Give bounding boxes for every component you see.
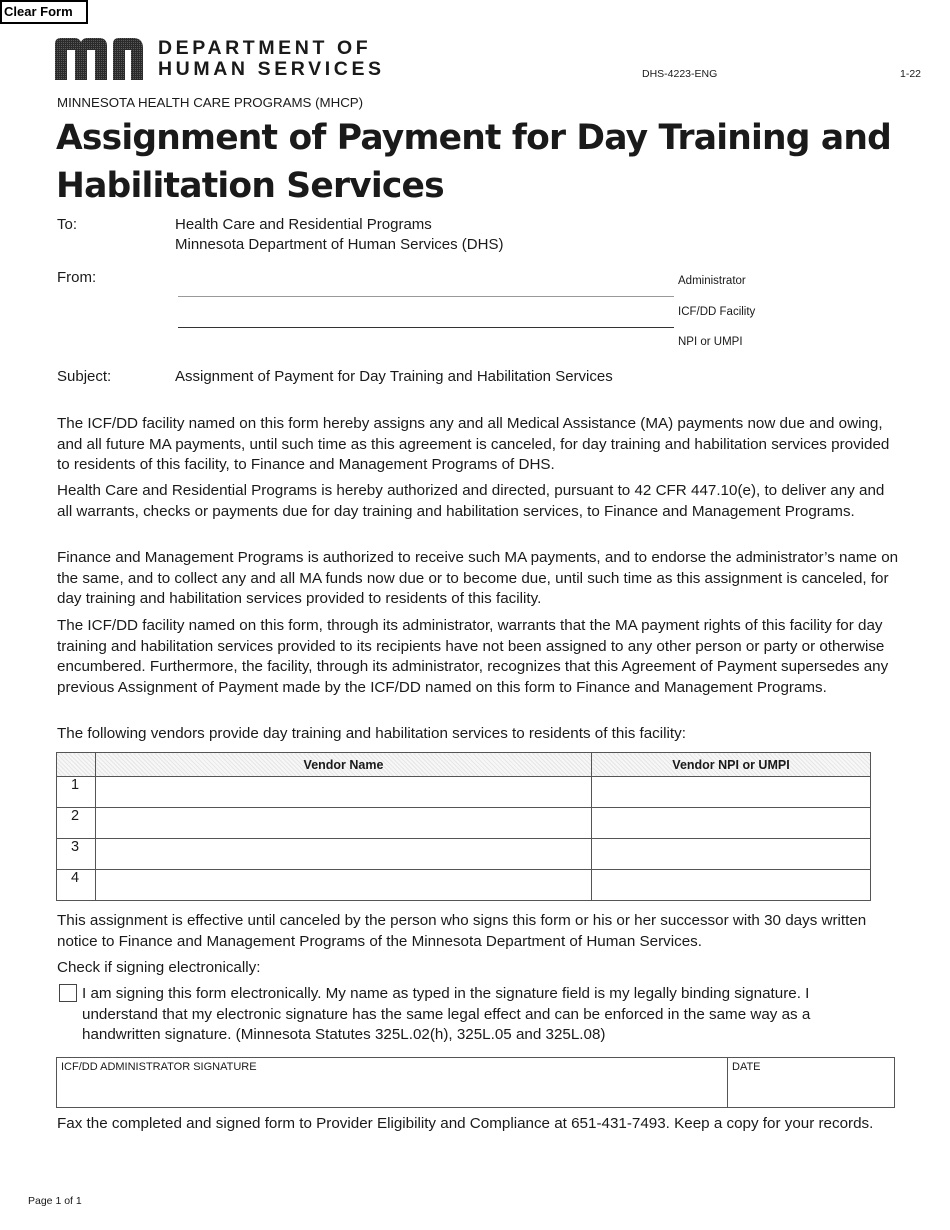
subject-label: Subject: [57, 368, 112, 385]
paragraph-effective: This assignment is effective until canceled by the person who signs this form or his or her successor with 30 days written notice to Finance and Management Programs of the Minnesota Department of Human Services. [57, 912, 867, 950]
vendor-name-cell[interactable] [96, 777, 592, 808]
npi-field[interactable] [178, 334, 674, 358]
vendor-name-cell[interactable] [96, 870, 592, 901]
program-name: MINNESOTA HEALTH CARE PROGRAMS (MHCP) [57, 95, 364, 110]
vendor-npi-cell[interactable] [592, 839, 871, 870]
row-number: 3 [57, 839, 96, 870]
to-label: To: [57, 216, 78, 233]
table-row [57, 839, 871, 870]
electronic-signature-statement: I am signing this form electronically. My name as typed in the signature field is my legally binding signature. I understand that my electronic signature has the same legal effect and can be enforced in the same way as a handwritten signature. (Minnesota Statutes 325L.02(h), 325L.05 and 325L.08) [82, 985, 811, 1043]
vendor-name-header: Vendor Name [96, 753, 592, 777]
fax-instructions: Fax the completed and signed form to Provider Eligibility and Compliance at 651-431-7493. Keep a copy for your records. [57, 1115, 874, 1132]
table-row [57, 808, 871, 839]
npi-label: NPI or UMPI [678, 336, 743, 348]
vendor-npi-header: Vendor NPI or UMPI [592, 753, 871, 777]
electronic-signature-checkbox[interactable] [59, 984, 77, 1002]
vendor-name-cell[interactable] [96, 839, 592, 870]
clear-form-button[interactable]: Clear Form [0, 0, 88, 24]
page-number: Page 1 of 1 [28, 1195, 82, 1207]
paragraph-vendors-intro: The following vendors provide day training and habilitation services to residents of this facility: [57, 725, 686, 742]
table-row [57, 777, 871, 808]
check-heading: Check if signing electronically: [57, 959, 261, 976]
row-number-header [57, 753, 96, 777]
signature-label: ICF/DD ADMINISTRATOR SIGNATURE [61, 1061, 257, 1073]
paragraph-warranty: The ICF/DD facility named on this form, through its administrator, warrants that the MA payment rights of this facility for day training and habilitation services provided to its recipients have not been assigned to any other person or party or otherwise encumbered. Furthermore, the facility, through its administrator, recognizes that this Agreement of Payment supersedes any previous Assignment of Payment made by the ICF/DD named on this form to Finance and Management Programs. [57, 617, 889, 696]
department-line-2: HUMAN SERVICES [158, 58, 385, 80]
from-label: From: [57, 269, 97, 286]
date-field[interactable] [728, 1058, 894, 1107]
administrator-field[interactable] [178, 272, 674, 296]
vendor-name-cell[interactable] [96, 808, 592, 839]
paragraph-endorsement: Finance and Management Programs is authorized to receive such MA payments, and to endorse the administrator’s name on the same, and to collect any and all MA funds now due or to become due, until such time as this assignment is canceled, for day training and habilitation services provided to residents of this facility. [57, 549, 899, 607]
facility-underline [178, 327, 674, 328]
page-title: Assignment of Payment for Day Training and Habilitation Services [56, 118, 892, 206]
administrator-label: Administrator [678, 275, 746, 287]
to-line-2: Minnesota Department of Human Services (DHS) [175, 236, 504, 253]
paragraph-authorization: Health Care and Residential Programs is hereby authorized and directed, pursuant to 42 CFR 447.10(e), to deliver any and all warrants, checks or payments due for day training and habilitation services, to Finance and Management Programs. [57, 482, 885, 520]
row-number: 2 [57, 808, 96, 839]
row-number: 4 [57, 870, 96, 901]
dhs-logo [55, 38, 147, 80]
vendor-npi-cell[interactable] [592, 808, 871, 839]
facility-field[interactable] [178, 303, 674, 327]
signature-box [56, 1057, 895, 1108]
subject-value: Assignment of Payment for Day Training and Habilitation Services [175, 368, 613, 385]
vendor-table [56, 752, 871, 901]
form-code: DHS-4223-ENG [642, 68, 718, 80]
table-row [57, 870, 871, 901]
facility-label: ICF/DD Facility [678, 306, 756, 318]
vendor-table-header [57, 753, 871, 777]
vendor-npi-cell[interactable] [592, 870, 871, 901]
form-revision: 1-22 [900, 68, 922, 80]
administrator-underline [178, 296, 674, 297]
paragraph-assignment: The ICF/DD facility named on this form hereby assigns any and all Medical Assistance (MA) payments now due and owing, and all future MA payments, until such time as this agreement is canceled, for day training and habilitation services provided to residents of this facility, to Finance and Management Programs of DHS. [57, 415, 890, 473]
signature-field[interactable] [57, 1058, 728, 1107]
department-name [158, 38, 385, 80]
date-label: DATE [732, 1061, 761, 1073]
to-line-1: Health Care and Residential Programs [175, 216, 432, 233]
vendor-npi-cell[interactable] [592, 777, 871, 808]
department-line-1: DEPARTMENT OF [158, 37, 372, 59]
row-number: 1 [57, 777, 96, 808]
